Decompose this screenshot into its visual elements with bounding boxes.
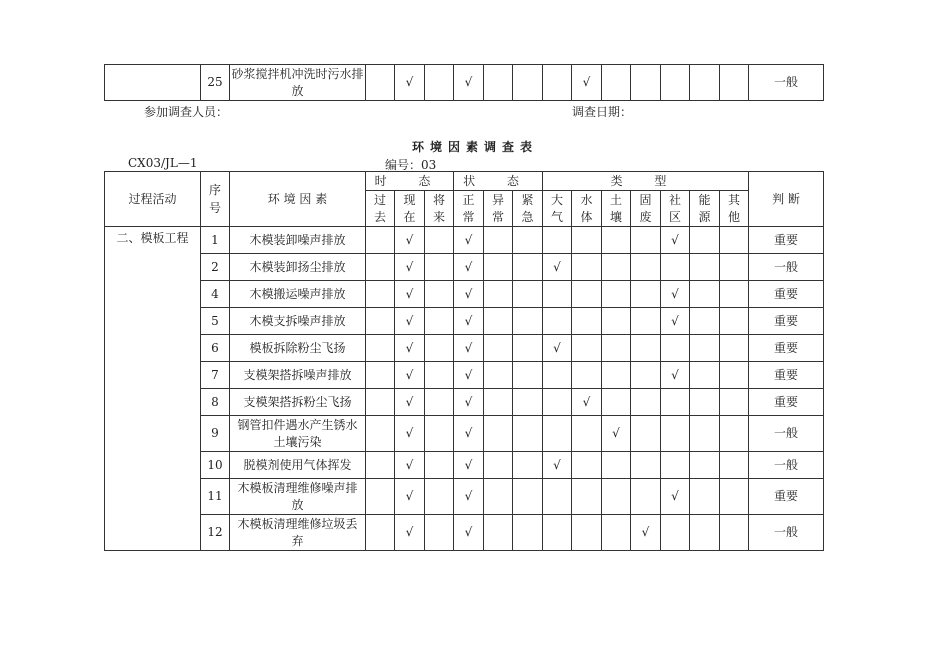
seq-cell: 5 — [201, 308, 230, 335]
mark-cell: √ — [454, 254, 484, 281]
seq-cell: 8 — [201, 389, 230, 416]
factor-cell: 模板拆除粉尘飞扬 — [230, 335, 366, 362]
mark-cell — [720, 479, 749, 515]
mark-cell — [572, 362, 602, 389]
mark-cell: √ — [661, 281, 690, 308]
mark-cell — [513, 452, 543, 479]
mark-cell — [631, 452, 661, 479]
table-row — [105, 416, 824, 452]
mark-cell — [366, 362, 395, 389]
subheader-cell: 土壤 — [602, 191, 631, 227]
table-row — [105, 254, 824, 281]
mark-cell: √ — [395, 254, 425, 281]
mark-cell: √ — [395, 335, 425, 362]
mark-cell — [690, 308, 720, 335]
process-activity-label: 二、模板工程 — [116, 231, 189, 245]
mark-cell — [513, 416, 543, 452]
mark-cell — [484, 308, 513, 335]
mark-cell: √ — [602, 416, 631, 452]
mark-cell: √ — [631, 515, 661, 551]
header-type: 类 型 — [543, 172, 749, 191]
mark-cell — [690, 515, 720, 551]
mark-cell — [661, 515, 690, 551]
mark-cell — [484, 227, 513, 254]
mark-cell: √ — [543, 254, 572, 281]
mark-cell — [513, 227, 543, 254]
subheader-cell: 正常 — [454, 191, 484, 227]
mark-cell: √ — [395, 389, 425, 416]
mark-cell: √ — [395, 479, 425, 515]
mark-cell — [690, 335, 720, 362]
mark-cell — [425, 479, 454, 515]
factor-cell: 砂浆搅拌机冲洗时污水排放 — [230, 65, 366, 101]
mark-cell — [602, 308, 631, 335]
factor-cell: 木模装卸噪声排放 — [230, 227, 366, 254]
mark-cell: √ — [572, 389, 602, 416]
mark-cell — [661, 389, 690, 416]
table-row — [105, 479, 824, 515]
mark-cell: √ — [454, 227, 484, 254]
table-row — [105, 227, 824, 254]
mark-cell — [543, 515, 572, 551]
doc-code: CX03/JL—1 — [128, 156, 198, 170]
mark-cell — [661, 335, 690, 362]
mark-cell — [720, 335, 749, 362]
table-row — [105, 65, 824, 101]
process-cell — [105, 65, 201, 101]
mark-cell: √ — [454, 65, 484, 101]
seq-cell: 10 — [201, 452, 230, 479]
seq-cell: 25 — [201, 65, 230, 101]
mark-cell — [690, 281, 720, 308]
factor-cell: 木模板清理维修噪声排放 — [230, 479, 366, 515]
mark-cell: √ — [454, 281, 484, 308]
mark-cell — [572, 452, 602, 479]
header-process: 过程活动 — [105, 172, 201, 227]
subheader-cell: 紧急 — [513, 191, 543, 227]
mark-cell — [484, 479, 513, 515]
mark-cell — [513, 335, 543, 362]
mark-cell — [543, 389, 572, 416]
mark-cell — [513, 362, 543, 389]
mark-cell — [513, 479, 543, 515]
header-tense: 时 态 — [366, 172, 454, 191]
mark-cell — [484, 335, 513, 362]
top-table — [104, 64, 824, 101]
process-activity-cell — [105, 227, 201, 551]
header-factor: 环 境 因 素 — [230, 172, 366, 227]
mark-cell: √ — [395, 416, 425, 452]
subheader-cell: 过去 — [366, 191, 395, 227]
table-row — [105, 452, 824, 479]
mark-cell — [661, 416, 690, 452]
mark-cell — [661, 65, 690, 101]
page-title: 环境因素调查表 — [411, 140, 538, 154]
mark-cell — [425, 515, 454, 551]
judgment-cell: 一般 — [749, 416, 824, 452]
header-judgment: 判 断 — [749, 172, 824, 227]
judgment-cell: 重要 — [749, 362, 824, 389]
table-row — [105, 362, 824, 389]
mark-cell — [602, 515, 631, 551]
mark-cell — [690, 362, 720, 389]
mark-cell — [543, 65, 572, 101]
mark-cell — [513, 254, 543, 281]
mark-cell: √ — [661, 308, 690, 335]
seq-cell: 11 — [201, 479, 230, 515]
mark-cell — [690, 227, 720, 254]
judgment-cell: 一般 — [749, 65, 824, 101]
mark-cell — [572, 515, 602, 551]
mark-cell — [366, 308, 395, 335]
mark-cell: √ — [395, 452, 425, 479]
subheader-cell: 大气 — [543, 191, 572, 227]
mark-cell — [543, 416, 572, 452]
mark-cell: √ — [661, 362, 690, 389]
mark-cell — [543, 362, 572, 389]
judgment-cell: 一般 — [749, 452, 824, 479]
header-row — [105, 172, 824, 191]
mark-cell — [631, 254, 661, 281]
factor-cell: 脱模剂使用气体挥发 — [230, 452, 366, 479]
mark-cell — [366, 389, 395, 416]
mark-cell — [720, 308, 749, 335]
mark-cell — [513, 65, 543, 101]
subheader-cell: 社区 — [661, 191, 690, 227]
mark-cell — [572, 479, 602, 515]
mark-cell — [513, 281, 543, 308]
judgment-cell: 一般 — [749, 254, 824, 281]
mark-cell — [690, 65, 720, 101]
mark-cell: √ — [661, 227, 690, 254]
date-label: 调查日期： — [572, 105, 633, 119]
mark-cell: √ — [454, 308, 484, 335]
factor-cell: 木模板清理维修垃圾丢弃 — [230, 515, 366, 551]
mark-cell — [425, 254, 454, 281]
mark-cell: √ — [454, 389, 484, 416]
mark-cell — [720, 65, 749, 101]
table-row — [105, 281, 824, 308]
factor-cell: 钢管扣件遇水产生锈水土壤污染 — [230, 416, 366, 452]
table-row — [105, 515, 824, 551]
mark-cell: √ — [454, 479, 484, 515]
participants-label: 参加调查人员： — [144, 105, 229, 119]
mark-cell — [720, 515, 749, 551]
table-row — [105, 308, 824, 335]
mark-cell — [690, 452, 720, 479]
mark-cell — [425, 389, 454, 416]
mark-cell — [720, 362, 749, 389]
doc-number: 编号：03 — [385, 158, 437, 172]
judgment-cell: 重要 — [749, 227, 824, 254]
mark-cell — [631, 281, 661, 308]
mark-cell — [513, 308, 543, 335]
mark-cell: √ — [395, 65, 425, 101]
mark-cell: √ — [395, 227, 425, 254]
judgment-cell: 重要 — [749, 308, 824, 335]
mark-cell — [572, 281, 602, 308]
judgment-cell: 重要 — [749, 281, 824, 308]
mark-cell — [631, 416, 661, 452]
mark-cell — [720, 389, 749, 416]
judgment-cell: 重要 — [749, 389, 824, 416]
mark-cell — [631, 335, 661, 362]
mark-cell: √ — [543, 452, 572, 479]
subheader-cell: 其他 — [720, 191, 749, 227]
mark-cell — [484, 416, 513, 452]
mark-cell — [484, 65, 513, 101]
mark-cell — [690, 389, 720, 416]
mark-cell — [602, 479, 631, 515]
mark-cell — [602, 389, 631, 416]
subheader-cell: 将来 — [425, 191, 454, 227]
factor-cell: 木模支拆噪声排放 — [230, 308, 366, 335]
mark-cell — [366, 515, 395, 551]
mark-cell — [366, 416, 395, 452]
seq-cell: 4 — [201, 281, 230, 308]
seq-cell: 2 — [201, 254, 230, 281]
mark-cell — [661, 254, 690, 281]
mark-cell — [720, 416, 749, 452]
mark-cell — [602, 452, 631, 479]
mark-cell — [572, 254, 602, 281]
mark-cell — [631, 308, 661, 335]
mark-cell — [543, 308, 572, 335]
judgment-cell: 重要 — [749, 479, 824, 515]
mark-cell — [661, 452, 690, 479]
mark-cell — [484, 515, 513, 551]
mark-cell — [631, 362, 661, 389]
mark-cell — [366, 335, 395, 362]
mark-cell — [690, 254, 720, 281]
subheader-cell: 现在 — [395, 191, 425, 227]
subheader-cell: 异常 — [484, 191, 513, 227]
mark-cell — [366, 452, 395, 479]
mark-cell — [602, 281, 631, 308]
mark-cell — [425, 281, 454, 308]
mark-cell: √ — [543, 335, 572, 362]
mark-cell — [602, 335, 631, 362]
mark-cell — [366, 281, 395, 308]
mark-cell — [690, 479, 720, 515]
mark-cell — [572, 227, 602, 254]
mark-cell: √ — [572, 65, 602, 101]
mark-cell — [484, 254, 513, 281]
mark-cell — [425, 362, 454, 389]
mark-cell — [602, 254, 631, 281]
mark-cell — [720, 281, 749, 308]
mark-cell — [602, 227, 631, 254]
mark-cell — [572, 416, 602, 452]
factor-cell: 木模搬运噪声排放 — [230, 281, 366, 308]
seq-cell: 12 — [201, 515, 230, 551]
mark-cell: √ — [454, 452, 484, 479]
judgment-cell: 一般 — [749, 515, 824, 551]
mark-cell — [484, 362, 513, 389]
mark-cell — [720, 452, 749, 479]
mark-cell — [543, 227, 572, 254]
mark-cell: √ — [395, 515, 425, 551]
mark-cell — [366, 254, 395, 281]
factor-cell: 支模架搭拆噪声排放 — [230, 362, 366, 389]
mark-cell — [425, 65, 454, 101]
seq-cell: 9 — [201, 416, 230, 452]
factor-cell: 木模装卸扬尘排放 — [230, 254, 366, 281]
table-row — [105, 335, 824, 362]
subheader-cell: 能源 — [690, 191, 720, 227]
subheader-cell: 水体 — [572, 191, 602, 227]
mark-cell — [631, 65, 661, 101]
mark-cell — [484, 281, 513, 308]
mark-cell — [425, 452, 454, 479]
mark-cell — [366, 65, 395, 101]
mark-cell — [513, 389, 543, 416]
subheader-cell: 固废 — [631, 191, 661, 227]
mark-cell — [543, 479, 572, 515]
mark-cell — [631, 227, 661, 254]
mark-cell — [631, 389, 661, 416]
mark-cell — [602, 65, 631, 101]
mark-cell — [720, 227, 749, 254]
mark-cell — [484, 389, 513, 416]
mark-cell — [425, 308, 454, 335]
seq-cell: 7 — [201, 362, 230, 389]
mark-cell — [543, 281, 572, 308]
factor-cell: 支模架搭拆粉尘飞扬 — [230, 389, 366, 416]
mark-cell — [690, 416, 720, 452]
judgment-cell: 重要 — [749, 335, 824, 362]
mark-cell: √ — [454, 362, 484, 389]
table-row — [105, 389, 824, 416]
mark-cell — [425, 227, 454, 254]
mark-cell — [366, 227, 395, 254]
seq-cell: 6 — [201, 335, 230, 362]
mark-cell — [631, 479, 661, 515]
survey-table — [104, 171, 824, 551]
mark-cell: √ — [395, 281, 425, 308]
mark-cell: √ — [395, 308, 425, 335]
mark-cell: √ — [454, 335, 484, 362]
mark-cell — [572, 308, 602, 335]
mark-cell — [572, 335, 602, 362]
seq-cell: 1 — [201, 227, 230, 254]
mark-cell — [720, 254, 749, 281]
mark-cell — [602, 362, 631, 389]
header-state: 状 态 — [454, 172, 543, 191]
mark-cell: √ — [454, 515, 484, 551]
mark-cell — [513, 515, 543, 551]
header-seq: 序号 — [201, 172, 230, 227]
mark-cell — [425, 335, 454, 362]
mark-cell — [425, 416, 454, 452]
mark-cell: √ — [661, 479, 690, 515]
mark-cell — [484, 452, 513, 479]
mark-cell — [366, 479, 395, 515]
mark-cell: √ — [395, 362, 425, 389]
mark-cell: √ — [454, 416, 484, 452]
